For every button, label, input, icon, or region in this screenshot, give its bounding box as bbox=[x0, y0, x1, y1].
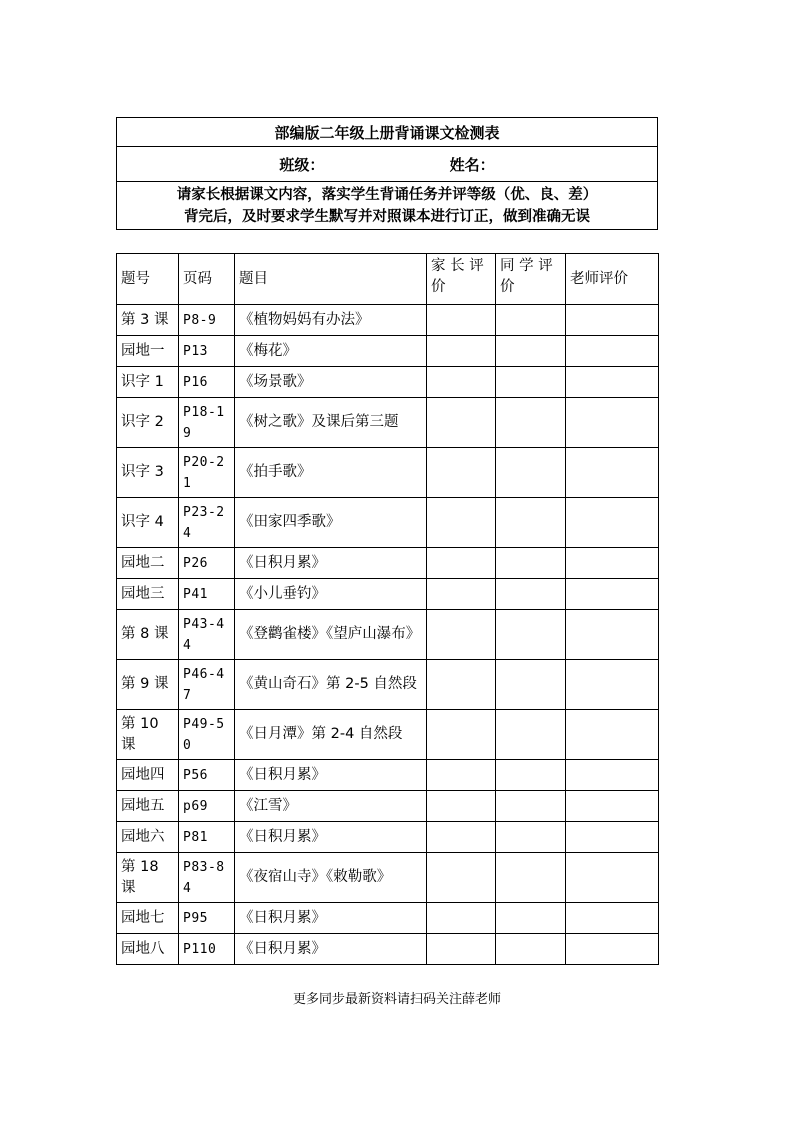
row-peer-eval bbox=[496, 336, 566, 367]
row-number: 识字 3 bbox=[117, 448, 179, 498]
table-header-row bbox=[117, 254, 659, 305]
table-row bbox=[117, 448, 659, 498]
row-title: 《登鹳雀楼》《望庐山瀑布》 bbox=[235, 610, 427, 660]
row-parent-eval bbox=[427, 710, 496, 760]
row-page: P81 bbox=[179, 822, 235, 853]
row-number: 园地四 bbox=[117, 760, 179, 791]
table-row bbox=[117, 610, 659, 660]
row-page: P46-47 bbox=[179, 660, 235, 710]
recitation-table bbox=[116, 253, 659, 965]
row-parent-eval bbox=[427, 548, 496, 579]
row-title: 《场景歌》 bbox=[235, 367, 427, 398]
row-teacher-eval bbox=[566, 305, 659, 336]
row-title: 《日积月累》 bbox=[235, 548, 427, 579]
row-parent-eval bbox=[427, 305, 496, 336]
row-teacher-eval bbox=[566, 853, 659, 903]
row-number: 第 3 课 bbox=[117, 305, 179, 336]
row-parent-eval bbox=[427, 791, 496, 822]
row-page: P26 bbox=[179, 548, 235, 579]
row-number: 园地七 bbox=[117, 903, 179, 934]
row-teacher-eval bbox=[566, 336, 659, 367]
row-teacher-eval bbox=[566, 548, 659, 579]
instructions bbox=[117, 182, 658, 230]
row-teacher-eval bbox=[566, 760, 659, 791]
row-peer-eval bbox=[496, 822, 566, 853]
row-title: 《树之歌》及课后第三题 bbox=[235, 398, 427, 448]
row-title: 《日积月累》 bbox=[235, 822, 427, 853]
row-parent-eval bbox=[427, 822, 496, 853]
row-parent-eval bbox=[427, 498, 496, 548]
row-title: 《黄山奇石》第 2-5 自然段 bbox=[235, 660, 427, 710]
row-teacher-eval bbox=[566, 498, 659, 548]
class-label: 班级： bbox=[279, 155, 325, 174]
row-number: 第 10 课 bbox=[117, 710, 179, 760]
row-title: 《夜宿山寺》《敕勒歌》 bbox=[235, 853, 427, 903]
page-title: 部编版二年级上册背诵课文检测表 bbox=[117, 118, 658, 147]
instruction-line-2: 背完后，及时要求学生默写并对照课本进行订正，做到准确无误 bbox=[184, 208, 590, 225]
row-page: P20-21 bbox=[179, 448, 235, 498]
row-parent-eval bbox=[427, 398, 496, 448]
row-peer-eval bbox=[496, 305, 566, 336]
row-number: 园地六 bbox=[117, 822, 179, 853]
col-header-page: 页码 bbox=[179, 254, 235, 305]
row-page: P8-9 bbox=[179, 305, 235, 336]
row-peer-eval bbox=[496, 610, 566, 660]
row-peer-eval bbox=[496, 579, 566, 610]
row-title: 《日积月累》 bbox=[235, 934, 427, 965]
name-label: 姓名： bbox=[449, 155, 495, 174]
table-row bbox=[117, 903, 659, 934]
row-number: 第 8 课 bbox=[117, 610, 179, 660]
row-peer-eval bbox=[496, 760, 566, 791]
row-peer-eval bbox=[496, 498, 566, 548]
instruction-line-1: 请家长根据课文内容，落实学生背诵任务并评等级（优、良、差） bbox=[176, 186, 598, 203]
row-peer-eval bbox=[496, 853, 566, 903]
row-teacher-eval bbox=[566, 710, 659, 760]
row-page: P56 bbox=[179, 760, 235, 791]
row-number: 识字 1 bbox=[117, 367, 179, 398]
row-peer-eval bbox=[496, 367, 566, 398]
row-number: 第 9 课 bbox=[117, 660, 179, 710]
table-row bbox=[117, 548, 659, 579]
row-page: P18-19 bbox=[179, 398, 235, 448]
table-row bbox=[117, 660, 659, 710]
header-table bbox=[116, 117, 658, 230]
row-number: 园地三 bbox=[117, 579, 179, 610]
row-title: 《江雪》 bbox=[235, 791, 427, 822]
row-page: P41 bbox=[179, 579, 235, 610]
row-page: P49-50 bbox=[179, 710, 235, 760]
row-teacher-eval bbox=[566, 610, 659, 660]
row-teacher-eval bbox=[566, 791, 659, 822]
row-number: 第 18 课 bbox=[117, 853, 179, 903]
row-page: P110 bbox=[179, 934, 235, 965]
row-teacher-eval bbox=[566, 448, 659, 498]
row-page: P83-84 bbox=[179, 853, 235, 903]
row-title: 《田家四季歌》 bbox=[235, 498, 427, 548]
row-parent-eval bbox=[427, 760, 496, 791]
row-parent-eval bbox=[427, 367, 496, 398]
row-teacher-eval bbox=[566, 822, 659, 853]
table-row bbox=[117, 760, 659, 791]
row-page: P95 bbox=[179, 903, 235, 934]
row-title: 《日积月累》 bbox=[235, 903, 427, 934]
col-header-title: 题目 bbox=[235, 254, 427, 305]
row-title: 《小儿垂钓》 bbox=[235, 579, 427, 610]
row-teacher-eval bbox=[566, 934, 659, 965]
row-parent-eval bbox=[427, 934, 496, 965]
table-row bbox=[117, 498, 659, 548]
row-parent-eval bbox=[427, 660, 496, 710]
row-peer-eval bbox=[496, 710, 566, 760]
row-page: P16 bbox=[179, 367, 235, 398]
row-teacher-eval bbox=[566, 367, 659, 398]
table-row bbox=[117, 398, 659, 448]
footer-note: 更多同步最新资料请扫码关注薛老师 bbox=[292, 992, 501, 1007]
row-teacher-eval bbox=[566, 903, 659, 934]
row-page: P43-44 bbox=[179, 610, 235, 660]
col-header-peer-eval: 同 学 评 价 bbox=[496, 254, 566, 305]
row-parent-eval bbox=[427, 336, 496, 367]
row-teacher-eval bbox=[566, 660, 659, 710]
table-row bbox=[117, 367, 659, 398]
row-parent-eval bbox=[427, 579, 496, 610]
student-info-row bbox=[117, 147, 658, 182]
row-teacher-eval bbox=[566, 579, 659, 610]
row-number: 识字 2 bbox=[117, 398, 179, 448]
table-row bbox=[117, 853, 659, 903]
table-row bbox=[117, 822, 659, 853]
table-row bbox=[117, 336, 659, 367]
row-number: 园地八 bbox=[117, 934, 179, 965]
col-header-number: 题号 bbox=[117, 254, 179, 305]
row-peer-eval bbox=[496, 791, 566, 822]
row-parent-eval bbox=[427, 610, 496, 660]
row-peer-eval bbox=[496, 934, 566, 965]
row-page: P23-24 bbox=[179, 498, 235, 548]
row-title: 《拍手歌》 bbox=[235, 448, 427, 498]
row-peer-eval bbox=[496, 660, 566, 710]
row-page: p69 bbox=[179, 791, 235, 822]
col-header-parent-eval: 家 长 评 价 bbox=[427, 254, 496, 305]
table-row bbox=[117, 934, 659, 965]
row-number: 园地一 bbox=[117, 336, 179, 367]
col-header-teacher-eval: 老师评价 bbox=[566, 254, 659, 305]
row-title: 《梅花》 bbox=[235, 336, 427, 367]
row-title: 《日积月累》 bbox=[235, 760, 427, 791]
row-parent-eval bbox=[427, 903, 496, 934]
row-peer-eval bbox=[496, 448, 566, 498]
row-number: 园地二 bbox=[117, 548, 179, 579]
row-parent-eval bbox=[427, 448, 496, 498]
row-peer-eval bbox=[496, 903, 566, 934]
row-title: 《日月潭》第 2-4 自然段 bbox=[235, 710, 427, 760]
table-row bbox=[117, 791, 659, 822]
row-teacher-eval bbox=[566, 398, 659, 448]
row-page: P13 bbox=[179, 336, 235, 367]
row-title: 《植物妈妈有办法》 bbox=[235, 305, 427, 336]
row-number: 园地五 bbox=[117, 791, 179, 822]
row-peer-eval bbox=[496, 548, 566, 579]
row-number: 识字 4 bbox=[117, 498, 179, 548]
table-row bbox=[117, 305, 659, 336]
row-peer-eval bbox=[496, 398, 566, 448]
table-row bbox=[117, 579, 659, 610]
table-row bbox=[117, 710, 659, 760]
row-parent-eval bbox=[427, 853, 496, 903]
